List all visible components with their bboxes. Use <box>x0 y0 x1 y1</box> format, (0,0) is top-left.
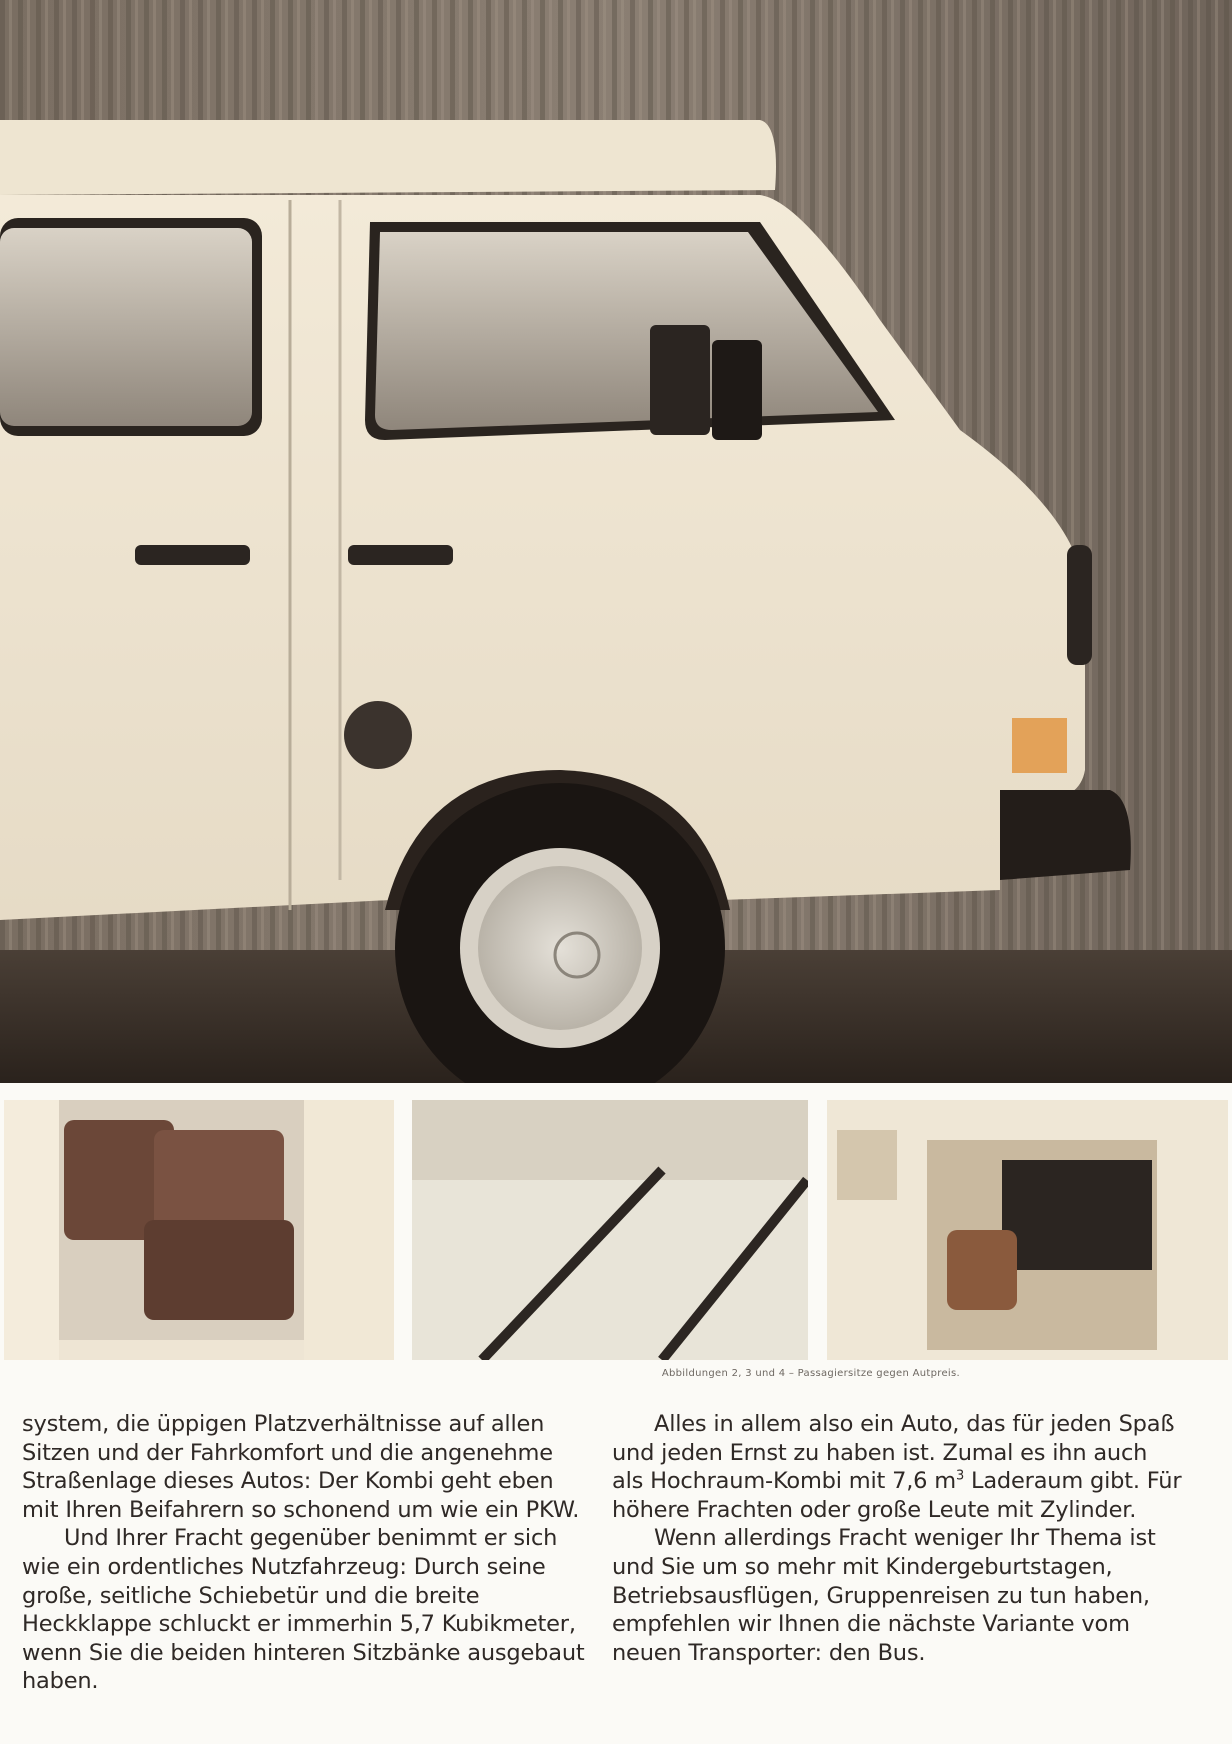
cargo-floor-illustration <box>412 1100 808 1360</box>
left-paragraph-1: system, die üppigen Platzverhältnisse auf allen Sitzen und der Fahrkomfort und die angenehme Straßenlage dieses Autos: Der Kombi geht eben mit Ihren Beifahrern so schonend um wie ein PKW. <box>22 1411 580 1523</box>
right-paragraph-2: Wenn allerdings Fracht weniger Ihr Thema ist und Sie um so mehr mit Kindergeburtstagen, Betriebsausflügen, Gruppenreisen zu tun haben, empfehlen wir Ihnen die nächste Variante vom neuen Transporter: den Bus. <box>612 1525 1156 1666</box>
image-caption: Abbildungen 2, 3 und 4 – Passagiersitze gegen Autpreis. <box>661 1368 960 1379</box>
rear-seats-photo <box>4 1100 394 1360</box>
cubic-superscript: 3 <box>955 1468 965 1484</box>
right-text-column <box>612 1410 1182 1667</box>
cab-interior-illustration <box>827 1100 1228 1360</box>
right-paragraph-1-a: Alles in allem also ein Auto, das für jeden Spaß und jeden Ernst zu haben ist. Zumal es ihn auch als Hochraum-Kombi mit 7,6 m <box>612 1411 1175 1495</box>
right-paragraph-1 <box>612 1410 1182 1524</box>
cab-interior-photo <box>827 1100 1228 1360</box>
left-text-column <box>22 1410 592 1696</box>
cargo-floor-photo <box>412 1100 808 1360</box>
left-paragraph-2: Und Ihrer Fracht gegenüber benimmt er sich wie ein ordentliches Nutzfahrzeug: Durch seine große, seitliche Schiebetür und die breite Heckklappe schluckt er immerhin 5,7 Kubikmeter, wenn Sie die beiden hinteren Sitzbänke ausgebaut haben. <box>22 1525 585 1695</box>
right-paragraph-1-b: Laderaum gibt. Für höhere Frachten oder große Leute mit Zylinder. <box>612 1468 1182 1523</box>
rear-seats-illustration <box>4 1100 394 1360</box>
